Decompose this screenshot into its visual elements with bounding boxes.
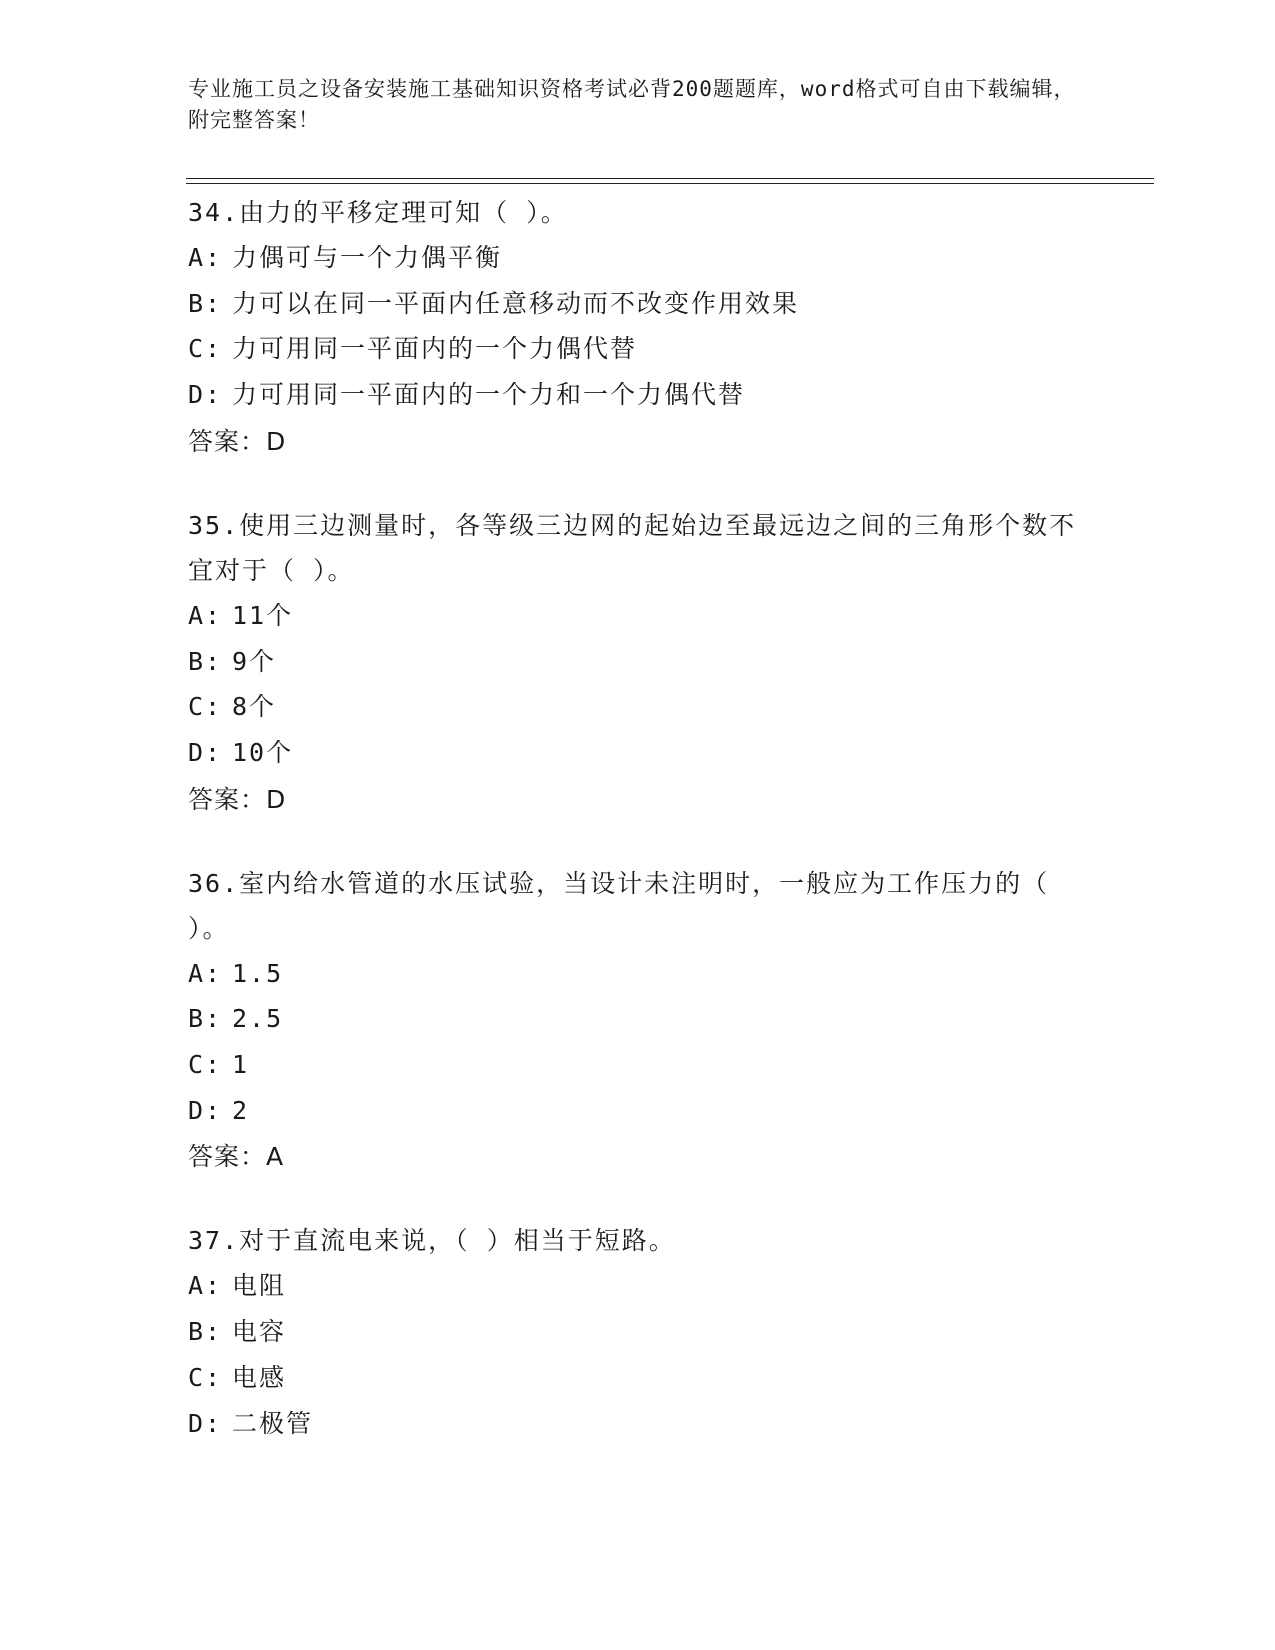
option-letter: C:	[188, 692, 223, 722]
header-divider-top	[186, 178, 1154, 179]
option-text: 10个	[232, 737, 294, 767]
question-stem: 37.对于直流电来说，（ ）相当于短路。	[188, 1226, 676, 1256]
answer-line: 答案：D	[188, 426, 287, 456]
option-b	[188, 1309, 1088, 1355]
option-a	[188, 951, 1088, 997]
header-divider-bottom	[186, 183, 1154, 184]
option-letter: B:	[188, 1317, 223, 1347]
option-c	[188, 326, 1088, 372]
option-letter: A:	[188, 958, 223, 988]
option-text: 力可用同一平面内的一个力和一个力偶代替	[232, 380, 746, 410]
answer-line: 答案：A	[188, 1142, 285, 1172]
option-text: 二极管	[232, 1408, 314, 1438]
option-letter: B:	[188, 288, 223, 318]
option-text: 1	[232, 1050, 250, 1080]
option-d	[188, 372, 1088, 418]
option-letter: A:	[188, 243, 223, 272]
option-letter: A:	[188, 1271, 223, 1301]
option-d	[188, 730, 1088, 776]
option-a	[188, 593, 1088, 639]
option-text: 力可用同一平面内的一个力偶代替	[232, 334, 638, 364]
option-letter: D:	[188, 380, 223, 410]
option-text: 2.5	[232, 1004, 284, 1034]
question-stem: 34.由力的平移定理可知（ ）。	[188, 198, 568, 227]
option-c	[188, 684, 1088, 730]
option-text: 电容	[232, 1317, 287, 1347]
option-text: 电阻	[232, 1271, 287, 1301]
option-letter: C:	[188, 334, 223, 364]
option-text: 8个	[232, 692, 277, 722]
option-text: 力可以在同一平面内任意移动而不改变作用效果	[232, 288, 800, 318]
option-b	[188, 281, 1088, 327]
option-text: 力偶可与一个力偶平衡	[232, 243, 503, 272]
question-stem: 36.室内给水管道的水压试验，当设计未注明时，一般应为工作压力的（ ）。	[188, 868, 1050, 943]
option-b	[188, 996, 1088, 1042]
question-37	[188, 1218, 1088, 1446]
document-header: 专业施工员之设备安装施工基础知识资格考试必背200题题库，word格式可自由下载编辑，附完整答案！	[188, 77, 1076, 132]
option-d	[188, 1401, 1088, 1447]
option-letter: D:	[188, 1408, 223, 1438]
option-b	[188, 639, 1088, 685]
option-text: 2	[232, 1095, 250, 1125]
option-text: 11个	[232, 600, 294, 630]
option-a	[188, 235, 1088, 281]
option-text: 1.5	[232, 958, 284, 988]
question-stem: 35.使用三边测量时，各等级三边网的起始边至最远边之间的三角形个数不宜对于（ ）。	[188, 510, 1077, 585]
option-text: 电感	[232, 1362, 287, 1392]
option-d	[188, 1088, 1088, 1134]
option-a	[188, 1263, 1088, 1309]
option-letter: C:	[188, 1050, 223, 1080]
question-36	[188, 861, 1088, 1181]
option-letter: C:	[188, 1362, 223, 1392]
option-c	[188, 1042, 1088, 1088]
option-letter: A:	[188, 600, 223, 630]
option-letter: B:	[188, 1004, 223, 1034]
option-c	[188, 1355, 1088, 1401]
option-text: 9个	[232, 646, 277, 676]
question-35	[188, 503, 1088, 823]
question-34	[188, 190, 1088, 465]
option-letter: D:	[188, 737, 223, 767]
option-letter: D:	[188, 1095, 223, 1125]
answer-line: 答案：D	[188, 784, 287, 814]
question-list	[188, 190, 1088, 1484]
option-letter: B:	[188, 646, 223, 676]
